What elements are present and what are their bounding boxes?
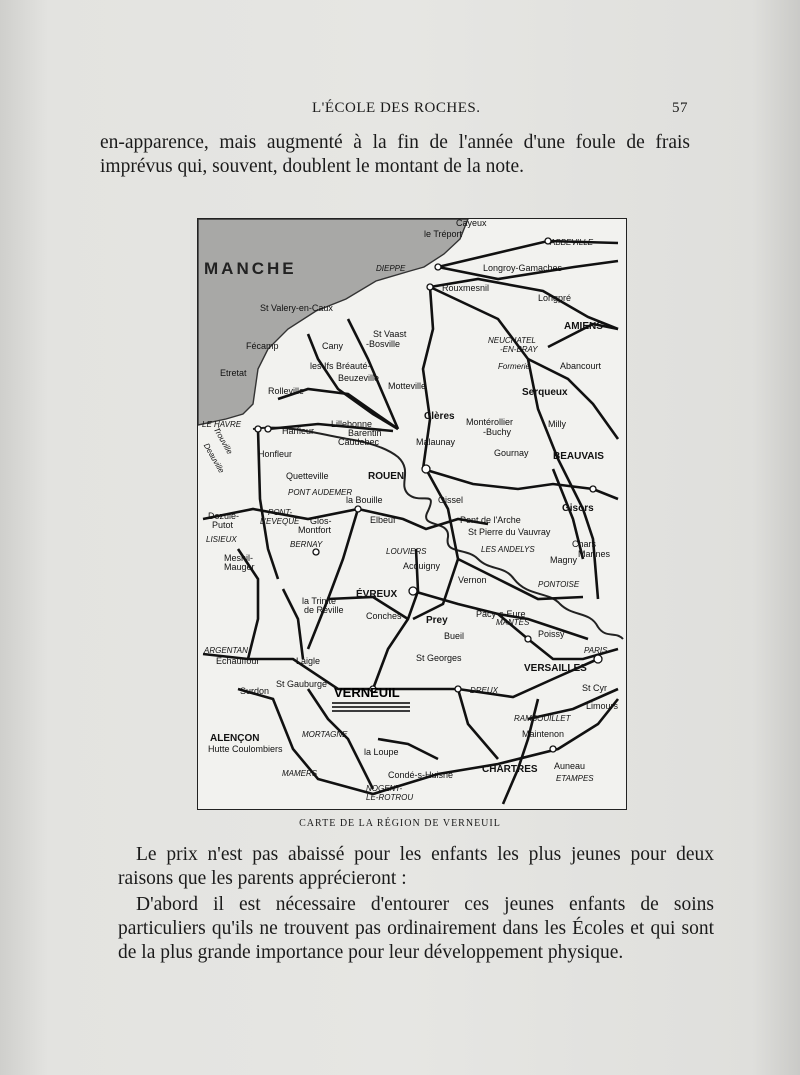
place-malaunay: Malaunay bbox=[416, 437, 456, 447]
place-stgeorges: St Georges bbox=[416, 653, 462, 663]
place-etretat: Etretat bbox=[220, 368, 247, 378]
place-lesifs: les Ifs bbox=[310, 361, 334, 371]
place-dozule: Dozulé- bbox=[208, 511, 240, 521]
place-amiens: AMIENS bbox=[564, 321, 603, 332]
paragraph-2: Le prix n'est pas abaissé pour les enfants les plus jeunes pour deux raisons que les parents apprécieront : bbox=[118, 844, 714, 889]
place-rouen: ROUEN bbox=[368, 471, 405, 482]
place-laigle: Laigle bbox=[296, 656, 321, 666]
place-trouville: Trouville bbox=[211, 425, 235, 456]
place-buchy: -Buchy bbox=[483, 427, 512, 437]
verneuil-highlight bbox=[332, 685, 410, 711]
place-laloupe: la Loupe bbox=[364, 747, 399, 757]
place-beauvais: BEAUVAIS bbox=[553, 451, 604, 462]
place-breaute: Bréauté- bbox=[336, 361, 371, 371]
place-bueil: Bueil bbox=[444, 631, 465, 641]
place-mantes: MANTES bbox=[496, 618, 530, 627]
place-conde: Condé-s-Huisne bbox=[388, 770, 454, 780]
place-lerotrou: LE-ROTROU bbox=[366, 793, 414, 802]
place-cany: Cany bbox=[322, 341, 344, 351]
paragraph-3: D'abord il est nécessaire d'entourer ces jeunes enfants de soins particuliers qu'ils ne trouvent pas ordinairement dans les Écoles et qui sont de la plus grande importance pour leur développement physique. bbox=[118, 894, 714, 963]
paragraph-1: en-apparence, mais augmenté à la fin de l'année d'une foule de frais imprévus qui, souvent, doublent le montant de la note. bbox=[100, 132, 690, 177]
place-caudebec: Caudebec bbox=[338, 437, 380, 447]
place-serqueux: Serqueux bbox=[522, 387, 568, 398]
place-dereville: de Réville bbox=[304, 605, 344, 615]
place-dreux: DREUX bbox=[470, 686, 499, 695]
place-dieppe: DIEPPE bbox=[376, 264, 406, 273]
place-gournay: Gournay bbox=[494, 448, 529, 458]
place-alencon: ALENÇON bbox=[210, 733, 260, 744]
place-lisieux: LISIEUX bbox=[206, 535, 237, 544]
place-paris: PARIS bbox=[584, 646, 608, 655]
map-figure bbox=[197, 218, 627, 810]
place-argentan: ARGENTAN bbox=[204, 646, 248, 655]
place-treport: le Tréport bbox=[424, 229, 463, 239]
place-pontdelarche: Pont de l'Arche bbox=[460, 515, 521, 525]
place-abancourt: Abancourt bbox=[560, 361, 602, 371]
place-pacy: Pacy-s-Eure bbox=[476, 609, 526, 619]
place-stcyr: St Cyr bbox=[582, 683, 608, 693]
place-bernay: BERNAY bbox=[290, 540, 323, 549]
page-number: 57 bbox=[672, 100, 688, 116]
place-maintenon: Maintenon bbox=[522, 729, 565, 739]
place-versailles: VERSAILLES bbox=[524, 663, 587, 674]
place-labouille: la Bouille bbox=[346, 495, 383, 505]
place-motteville: Motteville bbox=[388, 381, 427, 391]
place-pontaudemer: PONT AUDEMER bbox=[288, 488, 353, 497]
place-deauville: Deauville bbox=[201, 441, 226, 475]
place-montfort: Montfort bbox=[298, 525, 332, 535]
place-harfleur: Harfleur bbox=[282, 426, 315, 436]
place-trinite: la Trinité bbox=[302, 596, 337, 606]
place-chars: Chars bbox=[572, 539, 597, 549]
place-lesandelys: LES ANDELYS bbox=[481, 545, 535, 554]
place-rambouillet: RAMBOUILLET bbox=[514, 714, 571, 723]
place-vernon: Vernon bbox=[458, 575, 487, 585]
place-stvaast: St Vaast bbox=[373, 329, 407, 339]
place-echauffour: Echauffour bbox=[216, 656, 260, 666]
place-lillebonne: Lillebonne bbox=[331, 419, 373, 429]
place-pontoise: PONTOISE bbox=[538, 580, 580, 589]
place-quetteville: Quetteville bbox=[286, 471, 329, 481]
place-hutte: Hutte Coulombiers bbox=[208, 744, 283, 754]
place-bosville: -Bosville bbox=[366, 339, 401, 349]
running-head bbox=[0, 100, 800, 124]
running-title: L'ÉCOLE DES ROCHES. bbox=[312, 100, 481, 116]
place-formerie: Formerie bbox=[498, 362, 531, 371]
place-barentin: Barentin bbox=[348, 428, 382, 438]
place-prey: Prey bbox=[426, 615, 448, 626]
place-fecamp: Fécamp bbox=[246, 341, 279, 351]
place-leveque: L'EVEQUE bbox=[260, 517, 300, 526]
place-milly: Milly bbox=[548, 419, 566, 429]
place-mauger: Mauger bbox=[224, 562, 255, 572]
sea-label: MANCHE bbox=[204, 259, 297, 278]
place-chartres: CHARTRES bbox=[482, 764, 538, 775]
place-glos: Glos- bbox=[310, 516, 332, 526]
place-acquigny: Acquigny bbox=[403, 561, 441, 571]
place-montero: Montérollier bbox=[466, 417, 514, 427]
place-marines: Marines bbox=[578, 549, 611, 559]
place-mortagne: MORTAGNE bbox=[302, 730, 348, 739]
place-gisors: Gisors bbox=[562, 503, 594, 514]
verneuil-label: VERNEUIL bbox=[334, 685, 400, 700]
place-lehavre: LE HAVRE bbox=[202, 420, 242, 429]
place-etampes: ETAMPES bbox=[556, 774, 594, 783]
place-mamers: MAMERS bbox=[282, 769, 318, 778]
place-beuzeville: Beuzeville bbox=[338, 373, 380, 383]
place-honfleur: Honfleur bbox=[258, 449, 293, 459]
place-gauburge: St Gauburge bbox=[276, 679, 328, 689]
place-conches: Conches bbox=[366, 611, 402, 621]
place-putot: Putot bbox=[212, 520, 234, 530]
place-surdon: Surdon bbox=[240, 686, 270, 696]
place-nogent: NOGENT- bbox=[366, 784, 403, 793]
map-caption: CARTE DE LA RÉGION DE VERNEUIL bbox=[299, 818, 501, 829]
place-mesnil: Mesnil- bbox=[224, 553, 254, 563]
place-magny: Magny bbox=[550, 555, 578, 565]
place-neufchatel: NEUCHATEL bbox=[488, 336, 536, 345]
place-evreux: ÉVREUX bbox=[356, 589, 398, 600]
place-elbeuf: Elbeuf bbox=[370, 515, 396, 525]
place-stvalery: St Valery-en-Caux bbox=[260, 303, 333, 313]
region-map bbox=[198, 219, 626, 809]
place-abbeville: ABBEVILLE bbox=[550, 238, 594, 247]
place-rolleville: Rolleville bbox=[268, 386, 305, 396]
place-longroy: Longroy-Gamaches bbox=[483, 263, 563, 273]
place-cayeux: Cayeux bbox=[456, 219, 487, 228]
place-longpre: Longpré bbox=[538, 293, 572, 303]
place-louviers: LOUVIERS bbox=[386, 547, 427, 556]
place-oissel: Oissel bbox=[438, 495, 464, 505]
place-limours: Limours bbox=[586, 701, 619, 711]
place-enbray: -EN-BRAY bbox=[500, 345, 538, 354]
place-stpierre: St Pierre du Vauvray bbox=[468, 527, 551, 537]
place-cleres: Clères bbox=[424, 411, 455, 422]
place-poissy: Poissy bbox=[538, 629, 565, 639]
place-pontleveque: PONT- bbox=[268, 508, 293, 517]
place-auneau: Auneau bbox=[554, 761, 586, 771]
place-rouxmesnil: Rouxmesnil bbox=[442, 283, 490, 293]
